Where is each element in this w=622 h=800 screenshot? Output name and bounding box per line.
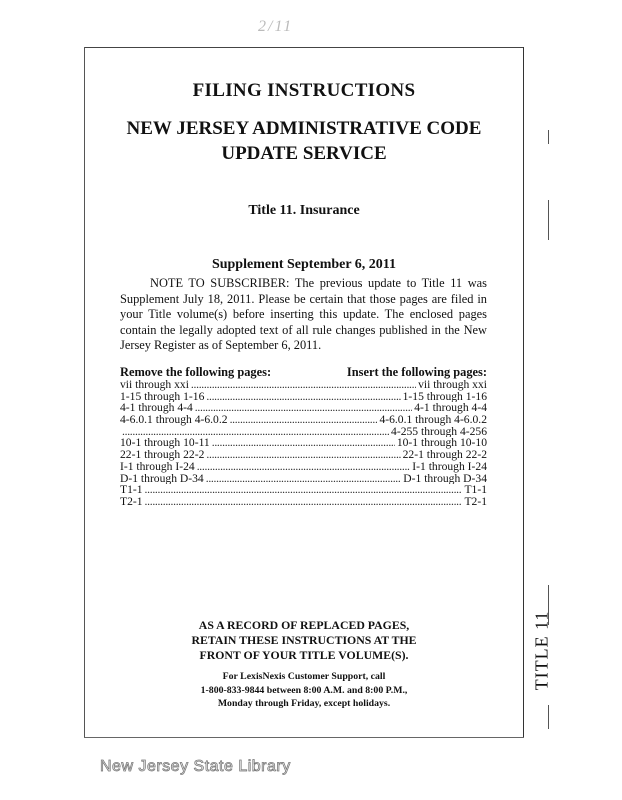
remove-page-range: 22-1 through 22-2	[120, 449, 205, 461]
insert-page-range: 22-1 through 22-2	[402, 449, 487, 461]
insert-pages-header: Insert the following pages:	[346, 365, 487, 379]
insert-page-range: 4-255 through 4-256	[391, 425, 487, 438]
insert-page-range: 1-15 through 1-16	[402, 390, 487, 403]
record-line: FRONT OF YOUR TITLE VOLUME(S).	[199, 648, 409, 662]
page-row	[120, 461, 487, 473]
remove-page-range: D-1 through D-34	[120, 472, 204, 485]
page-row	[120, 449, 487, 461]
record-instructions	[84, 618, 524, 663]
page-row	[120, 437, 487, 449]
leader-dots	[206, 449, 400, 461]
support-line: For LexisNexis Customer Support, call	[222, 671, 386, 682]
remove-pages-header: Remove the following pages:	[120, 365, 272, 379]
leader-dots	[191, 379, 416, 391]
customer-support-info	[84, 670, 524, 711]
insert-page-range: T2-1	[464, 495, 487, 508]
record-line: RETAIN THESE INSTRUCTIONS AT THE	[191, 633, 417, 647]
edge-tick	[548, 130, 549, 144]
edge-tick	[548, 200, 549, 240]
remove-page-range: vii through xxi	[120, 379, 189, 391]
page-row	[120, 379, 487, 391]
leader-dots	[206, 473, 402, 485]
page-row	[120, 426, 487, 438]
page-row	[120, 473, 487, 485]
insert-page-range: vii through xxi	[418, 379, 487, 391]
side-tab-label: TITLE 11	[531, 610, 552, 690]
support-line: Monday through Friday, except holidays.	[217, 698, 391, 709]
frame-top-border	[84, 47, 524, 48]
library-stamp: New Jersey State Library	[100, 758, 291, 775]
leader-dots	[230, 414, 378, 426]
insert-page-range: 10-1 through 10-10	[396, 437, 487, 450]
insert-page-range: T1-1	[464, 484, 487, 496]
scan-mark: 2/11	[258, 18, 294, 35]
remove-page-range: I-1 through I-24	[120, 460, 195, 473]
page-row	[120, 484, 487, 496]
page-row	[120, 402, 487, 414]
leader-dots	[206, 391, 400, 403]
leader-dots	[195, 402, 412, 414]
page-row	[120, 496, 487, 508]
code-title-line2: UPDATE SERVICE	[221, 143, 387, 164]
title-side-tab	[527, 612, 557, 688]
code-title-line1: NEW JERSEY ADMINISTRATIVE CODE	[126, 118, 482, 139]
page-list	[120, 379, 487, 508]
page-row	[120, 391, 487, 403]
leader-dots	[145, 496, 463, 508]
remove-page-range: 10-1 through 10-11	[120, 437, 210, 450]
insert-page-range: 4-6.0.1 through 4-6.0.2	[379, 414, 487, 426]
page-row	[120, 414, 487, 426]
support-line: 1-800-833-9844 between 8:00 A.M. and 8:00 P.M.,	[200, 684, 408, 696]
supplement-line: Supplement September 6, 2011	[211, 257, 397, 272]
remove-page-range: 1-15 through 1-16	[120, 390, 205, 403]
leader-dots	[122, 426, 389, 438]
remove-page-range: T1-1	[120, 484, 143, 496]
leader-dots	[197, 461, 411, 473]
insert-page-range: 4-1 through 4-4	[414, 402, 487, 415]
filing-instructions-heading: FILING INSTRUCTIONS	[192, 80, 416, 101]
edge-tick	[548, 705, 549, 729]
remove-page-range: 4-1 through 4-4	[120, 402, 193, 415]
note-to-subscriber: NOTE TO SUBSCRIBER: The previous update to Title 11 was Supplement July 18, 2011. Please be certain that those pages are filed in your Title volume(s) before inserting this update. The enclosed pages contain the legally adopted text of all rule changes published in the New Jersey Register as of September 6, 2011.	[120, 276, 487, 352]
remove-page-range: 4-6.0.1 through 4-6.0.2	[120, 414, 228, 426]
leader-dots	[212, 437, 395, 449]
remove-page-range: T2-1	[120, 495, 143, 508]
title-line: Title 11. Insurance	[248, 203, 360, 218]
frame-bottom-border	[84, 737, 524, 738]
insert-page-range: I-1 through I-24	[412, 460, 487, 473]
record-line: AS A RECORD OF REPLACED PAGES,	[198, 618, 410, 632]
leader-dots	[145, 484, 463, 496]
insert-page-range: D-1 through D-34	[403, 472, 487, 485]
